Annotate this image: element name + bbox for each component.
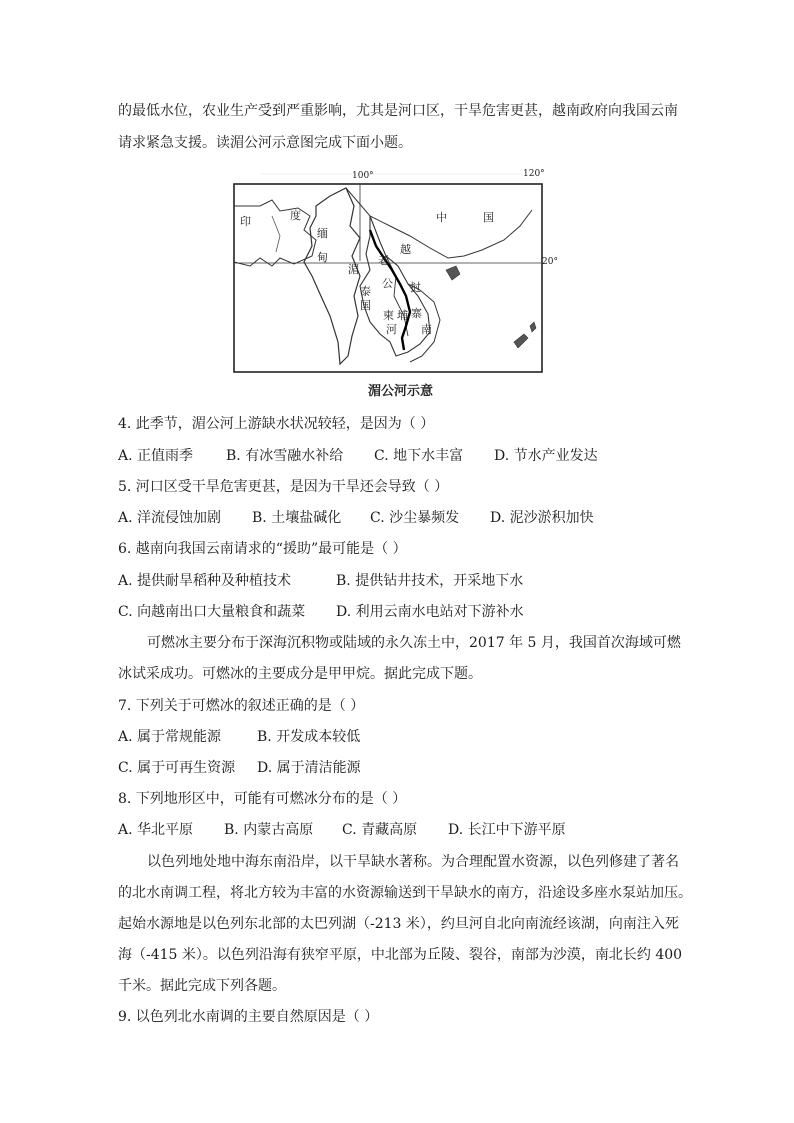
map-label-gong: 公 [382, 277, 393, 290]
q8-option-d[interactable]: D. 长江中下游平原 [448, 822, 566, 838]
q6-stem: 6. 越南向我国云南请求的“援助”最可能是（ ） [118, 541, 407, 557]
q8-options [118, 820, 566, 840]
q4-stem: 4. 此季节，湄公河上游缺水状况较轻，是因为（ ） [118, 416, 435, 432]
q7-option-c[interactable]: C. 属于可再生资源 [118, 760, 236, 776]
q7-option-d[interactable]: D. 属于清洁能源 [257, 760, 361, 776]
q6-option-d[interactable]: D. 利用云南水电站对下游补水 [336, 604, 524, 620]
map-label-zhao: 挝 [410, 281, 421, 294]
map-label-lao: 老 [378, 254, 389, 267]
latitude-20-label: 20° [542, 257, 558, 267]
longitude-120-label: 120° [523, 169, 545, 179]
map-label-guo2: 国 [360, 299, 371, 312]
q6-option-b[interactable]: B. 提供钻井技术，开采地下水 [336, 573, 524, 589]
q8-option-a[interactable]: A. 华北平原 [118, 822, 194, 838]
longitude-100-label: 100° [352, 171, 374, 181]
q4-option-a[interactable]: A. 正值雨季 [118, 448, 194, 464]
q4-option-c[interactable]: C. 地下水丰富 [374, 448, 464, 464]
q6-option-a[interactable]: A. 提供耐旱稻种及种植技术 [118, 573, 292, 589]
map-label-yue: 越 [400, 243, 411, 256]
q4-option-d[interactable]: D. 节水产业发达 [494, 448, 598, 464]
map-label-yin: 印 [240, 215, 251, 228]
q5-stem: 5. 河口区受干旱危害更甚，是因为干旱还会导致（ ） [118, 479, 449, 495]
q8-option-b[interactable]: B. 内蒙古高原 [224, 822, 314, 838]
q6-options-row1 [118, 571, 523, 591]
map-label-guo: 国 [483, 211, 494, 224]
passage2-line-2: 冰试采成功。可燃冰的主要成分是甲甲烷。据此完成下题。 [118, 666, 482, 682]
q7-stem: 7. 下列关于可燃冰的叙述正确的是（ ） [118, 698, 365, 714]
map-caption: 湄公河示意 [368, 384, 434, 399]
map-label-mei: 湄 [348, 263, 359, 276]
intro-line-1: 的最低水位，农业生产受到严重影响，尤其是河口区，干旱危害更甚，越南政府向我国云南 [118, 103, 678, 119]
map-label-dian: 甸 [317, 251, 328, 264]
map-label-du: 度 [290, 209, 301, 222]
map-label-zhong: 中 [436, 211, 447, 224]
q4-option-b[interactable]: B. 有冰雪融水补给 [226, 448, 344, 464]
map-label-zhai: 寨 [411, 307, 422, 320]
q5-option-b[interactable]: B. 土壤盐碱化 [252, 510, 342, 526]
map-label-nan: 南 [421, 323, 432, 336]
map-label-mian: 缅 [317, 227, 328, 240]
intro-line-2: 请求紧急支援。读湄公河示意图完成下面小题。 [118, 135, 412, 151]
passage3-line-2: 的北水南调工程，将北方较为丰富的水资源输送到干旱缺水的南方，沿途设多座水泵站加压。 [118, 885, 692, 901]
q7-option-b[interactable]: B. 开发成本较低 [257, 729, 361, 745]
q9-stem: 9. 以色列北水南调的主要自然原因是（ ） [118, 1009, 379, 1025]
passage3-line-3: 起始水源地是以色列东北部的太巴列湖（-213 米），约旦河自北向南流经该湖，向南注入死 [118, 916, 679, 932]
q5-option-c[interactable]: C. 沙尘暴频发 [370, 510, 460, 526]
q7-options-row1 [118, 727, 360, 747]
q5-option-d[interactable]: D. 泥沙淤积加快 [490, 510, 594, 526]
passage2-line-1: 可燃冰主要分布于深海沉积物或陆域的永久冻土中，2017 年 5 月，我国首次海域可燃 [147, 635, 681, 651]
q8-stem: 8. 下列地形区中，可能有可燃冰分布的是（ ） [118, 791, 407, 807]
q4-options [118, 446, 598, 466]
mekong-map-figure [220, 166, 558, 402]
map-label-jian: 柬 [383, 309, 394, 322]
q5-options [118, 508, 594, 528]
passage3-line-4: 海（-415 米）。以色列沿海有狭窄平原，中北部为丘陵、裂谷，南部为沙漠，南北长约 400 [118, 947, 683, 963]
map-label-pu: 埔 [397, 309, 408, 322]
q7-option-a[interactable]: A. 属于常规能源 [118, 729, 222, 745]
map-label-he: 河 [386, 323, 397, 336]
q6-options-row2 [118, 602, 524, 622]
q7-options-row2 [118, 758, 361, 778]
passage3-line-1: 以色列地处地中海东南沿岸，以干旱缺水著称。为合理配置水资源，以色列修建了著名 [147, 854, 679, 870]
q6-option-c[interactable]: C. 向越南出口大量粮食和蔬菜 [118, 604, 306, 620]
q5-option-a[interactable]: A. 洋流侵蚀加剧 [118, 510, 222, 526]
q8-option-c[interactable]: C. 青藏高原 [342, 822, 418, 838]
map-label-tai: 泰 [360, 285, 371, 298]
passage3-line-5: 千米。据此完成下列各题。 [118, 978, 286, 994]
